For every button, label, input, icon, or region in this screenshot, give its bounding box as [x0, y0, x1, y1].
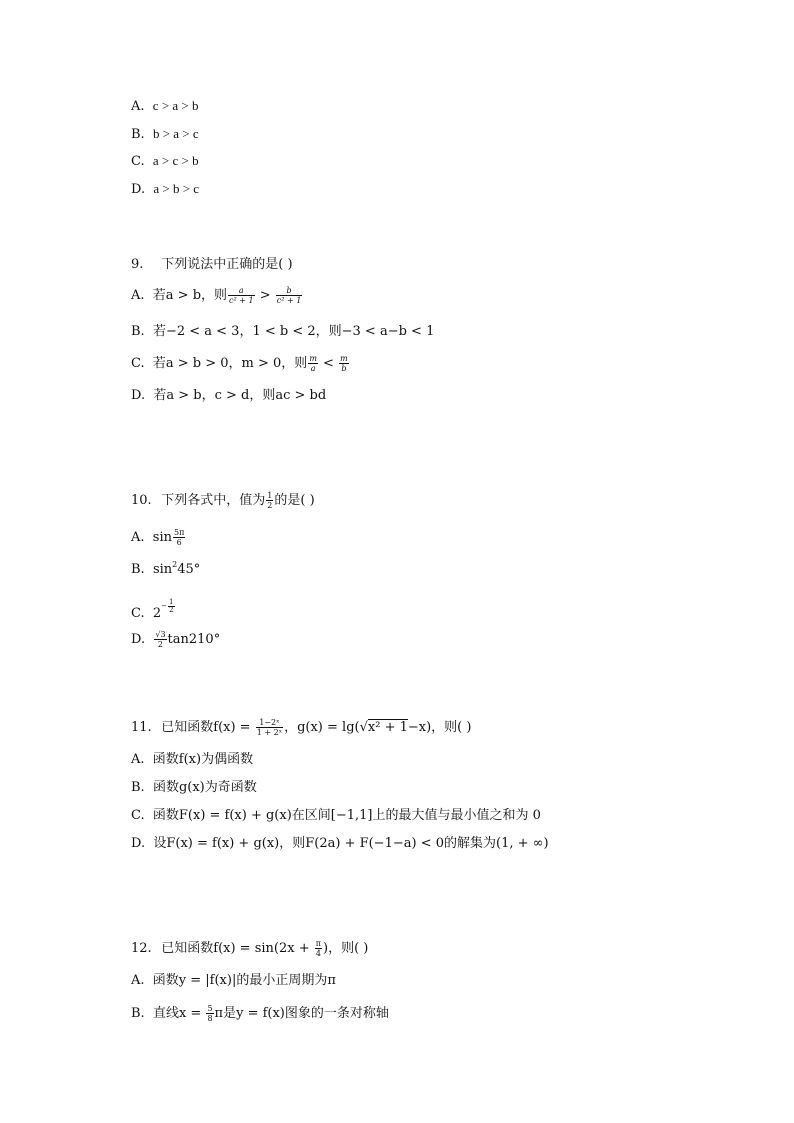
numerator: π — [315, 939, 322, 948]
option-label: C. — [131, 606, 145, 621]
question-text: 已知函数f(x) = — [161, 720, 255, 735]
exponent: 2 — [172, 560, 178, 569]
option-label: C. — [131, 808, 145, 823]
fraction — [315, 939, 322, 958]
numerator: 5 — [207, 1004, 213, 1013]
question-number: 10. — [131, 493, 152, 508]
question-text: 已知函数f(x) = sin(2x + — [161, 941, 314, 956]
q8-option-c — [131, 152, 199, 172]
numerator: m — [309, 354, 317, 363]
numerator: a — [238, 286, 244, 295]
option-text: a > b > c — [153, 181, 200, 196]
option-text: 若a > b，则 — [152, 288, 228, 303]
option-label: D. — [131, 388, 146, 403]
numerator: 1 — [267, 491, 273, 500]
fraction — [154, 630, 166, 649]
q9-option-c — [131, 354, 350, 374]
question-number: 12. — [131, 941, 152, 956]
denominator: 1 + 2ˣ — [256, 728, 283, 737]
q10-option-b — [131, 561, 200, 581]
q10-option-d — [131, 630, 220, 650]
option-label: C. — [131, 356, 145, 371]
relation: < — [318, 356, 339, 371]
option-label: D. — [131, 836, 146, 851]
option-text: 直线x = — [152, 1006, 206, 1021]
q11-stem — [131, 718, 471, 738]
option-text: b > a > c — [152, 126, 199, 141]
q9-option-d — [131, 387, 326, 407]
denominator: 2 — [267, 501, 273, 510]
question-number: 9. — [131, 257, 144, 272]
exponent-sign: − — [161, 602, 168, 610]
q9-option-b — [131, 323, 434, 343]
option-text: 函数g(x)为奇函数 — [152, 780, 257, 795]
option-label: B. — [131, 780, 145, 795]
function-name: sin — [152, 562, 173, 577]
q12-stem — [131, 939, 368, 959]
denominator: 8 — [207, 1014, 213, 1023]
fraction — [308, 354, 318, 373]
option-text: 设F(x) = f(x) + g(x)，则F(2a) + F(−1−a) < 0的解集为(1, + ∞) — [153, 836, 549, 851]
question-text: 下列各式中，值为 — [161, 493, 266, 508]
option-label: B. — [131, 562, 145, 577]
option-text: 函数f(x)为偶函数 — [152, 752, 254, 767]
q8-option-a — [131, 97, 199, 117]
q11-option-c — [131, 807, 541, 827]
numerator: 1−2ˣ — [259, 718, 280, 727]
option-label: A. — [131, 99, 145, 114]
fraction — [173, 528, 185, 547]
numerator: b — [286, 286, 292, 295]
option-label: A. — [131, 288, 145, 303]
q8-option-b — [131, 125, 199, 145]
exponent — [161, 597, 175, 615]
question-number: 11. — [131, 720, 152, 735]
option-label: D. — [131, 632, 146, 647]
radicand: x² + 1 — [367, 720, 408, 735]
option-label: B. — [131, 324, 145, 339]
numerator: m — [340, 354, 348, 363]
question-text-tail: −x)，则( ) — [407, 720, 472, 735]
denominator: 2 — [169, 605, 174, 614]
function-name: sin — [152, 530, 172, 545]
fraction — [228, 286, 255, 305]
q8-option-d — [131, 180, 199, 200]
radical-sign: √ — [359, 720, 368, 735]
option-label: D. — [131, 182, 146, 197]
fraction — [206, 1004, 213, 1023]
option-label: B. — [131, 127, 145, 142]
numerator: 1 — [169, 597, 174, 606]
fraction — [266, 491, 273, 510]
option-label: A. — [131, 530, 145, 545]
denominator: 2 — [154, 639, 166, 649]
denominator: 6 — [173, 537, 185, 547]
option-label: C. — [131, 154, 145, 169]
question-text-tail: )，则( ) — [323, 941, 369, 956]
option-label: B. — [131, 1006, 145, 1021]
option-text: 若a > b > 0，m > 0，则 — [152, 356, 308, 371]
denominator: c² + 1 — [229, 296, 254, 305]
option-text: a > c > b — [152, 153, 199, 168]
denominator: a — [308, 363, 318, 373]
q9-option-a — [131, 286, 303, 306]
option-text-tail: π是y = f(x)图象的一条对称轴 — [214, 1006, 389, 1021]
fraction — [256, 718, 283, 737]
option-label: A. — [131, 752, 145, 767]
denominator: c² + 1 — [276, 296, 302, 305]
denominator: 4 — [315, 949, 321, 958]
option-text: 若a > b，c > d，则ac > bd — [153, 388, 327, 403]
q11-option-d — [131, 835, 549, 855]
q10-stem — [131, 491, 315, 511]
question-text-tail: 的是( ) — [274, 493, 315, 508]
relation: > — [255, 288, 275, 303]
option-text: 函数y = |f(x)|的最小正周期为π — [152, 973, 336, 988]
argument: 45° — [177, 562, 201, 577]
numerator: 5π — [174, 528, 185, 537]
expression: tan210° — [167, 632, 221, 647]
option-text: 函数F(x) = f(x) + g(x)在区间[−1,1]上的最大值与最小值之和为 0 — [152, 808, 541, 823]
fraction — [168, 599, 174, 614]
q11-option-a — [131, 751, 253, 771]
question-text-mid: ，g(x) = lg( — [284, 720, 360, 735]
q10-option-c — [131, 597, 176, 621]
fraction — [339, 354, 349, 373]
q9-stem — [131, 256, 293, 276]
q11-option-b — [131, 779, 257, 799]
q10-option-a — [131, 528, 186, 548]
base: 2 — [152, 606, 162, 621]
q12-option-b — [131, 1004, 389, 1024]
fraction — [276, 286, 303, 305]
q12-option-a — [131, 972, 336, 992]
option-text: c > a > b — [152, 98, 199, 113]
option-text: 若−2 < a < 3，1 < b < 2，则−3 < a−b < 1 — [152, 324, 435, 339]
option-label: A. — [131, 973, 145, 988]
numerator: √3 — [155, 630, 166, 639]
denominator: b — [339, 363, 349, 373]
question-text: 下列说法中正确的是( ) — [161, 257, 293, 272]
